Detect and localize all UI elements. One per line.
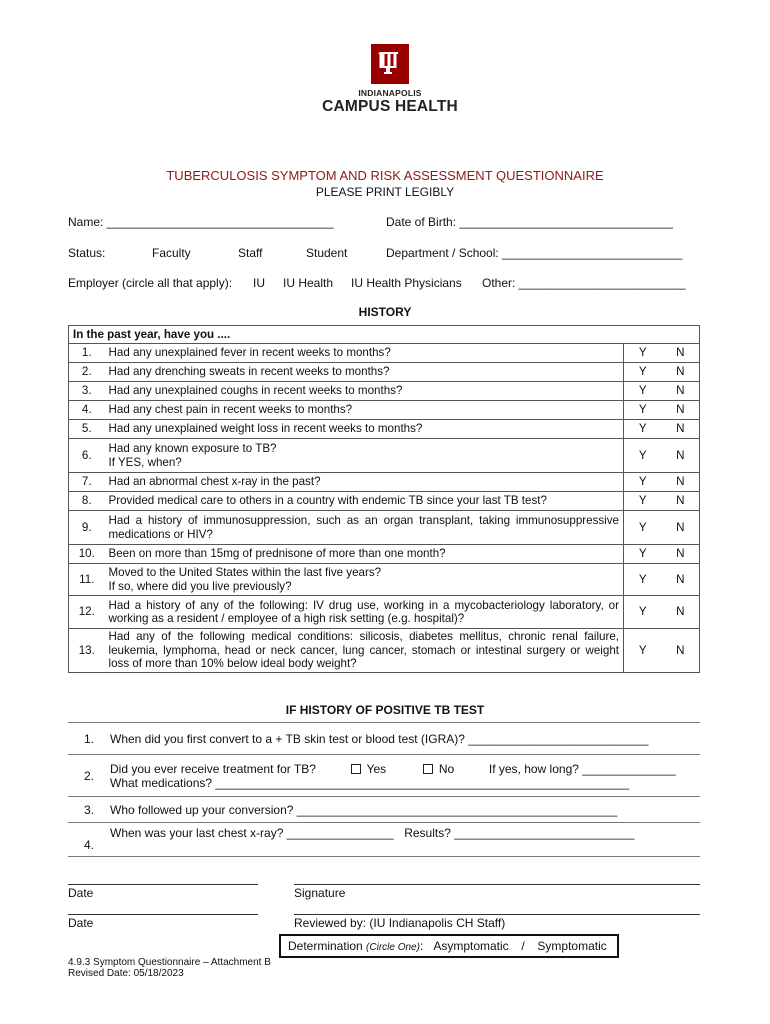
no-option[interactable]: N <box>662 629 700 673</box>
treatment-no-label: No <box>438 761 455 776</box>
treatment-no-checkbox[interactable] <box>423 764 433 774</box>
no-option[interactable]: N <box>662 511 700 545</box>
yes-option[interactable]: Y <box>624 511 662 545</box>
question-text: Had any of the following medical conditions: silicosis, diabetes mellitus, chronic renal failure, leukemia, lymphoma, head or neck cancer, lung cancer, stomach or intestinal surgery or weight loss of more than 10% below ideal body weight? <box>108 630 619 671</box>
status-option-faculty[interactable]: Faculty <box>152 246 191 260</box>
question-number: 4. <box>68 823 110 857</box>
yes-option[interactable]: Y <box>624 439 662 473</box>
footer <box>68 957 271 979</box>
status-option-staff[interactable]: Staff <box>238 246 263 260</box>
treatment-yes-checkbox[interactable] <box>351 764 361 774</box>
history-question-row <box>69 473 700 492</box>
determination-box <box>279 934 619 958</box>
question-number: 1. <box>68 723 110 755</box>
yes-option[interactable]: Y <box>624 492 662 511</box>
employer-label: Employer (circle all that apply): <box>68 276 233 290</box>
question-number: 2. <box>68 755 110 797</box>
iu-campus-health-logo <box>320 44 460 115</box>
yes-option[interactable]: Y <box>624 382 662 401</box>
history-intro: In the past year, have you .... <box>69 326 700 344</box>
iu-trident-icon <box>371 44 409 84</box>
treatment-question: Did you ever receive treatment for TB? <box>110 761 316 776</box>
no-option[interactable]: N <box>662 363 700 382</box>
question-number: 5. <box>69 420 105 439</box>
yes-option[interactable]: Y <box>624 473 662 492</box>
history-question-row <box>69 382 700 401</box>
history-question-row <box>69 511 700 545</box>
question-number: 6. <box>69 439 105 473</box>
no-option[interactable]: N <box>662 401 700 420</box>
question-number: 12. <box>69 596 105 629</box>
question-text: Provided medical care to others in a country with endemic TB since your last TB test? <box>108 494 547 508</box>
date-label-1: Date <box>68 886 94 900</box>
yes-option[interactable]: Y <box>624 564 662 596</box>
reviewer-label: Reviewed by: (IU Indianapolis CH Staff) <box>294 916 506 930</box>
determination-label: Determination <box>288 939 363 953</box>
history-question-row <box>69 596 700 629</box>
no-option[interactable]: N <box>662 545 700 564</box>
question-number: 9. <box>69 511 105 545</box>
question-text: Been on more than 15mg of prednisone of more than one month? <box>108 547 446 561</box>
history-question-row <box>69 629 700 673</box>
logo-title: CAMPUS HEALTH <box>322 98 458 115</box>
history-heading: HISTORY <box>358 305 412 319</box>
no-option[interactable]: N <box>662 564 700 596</box>
status-label: Status: <box>68 246 106 260</box>
no-option[interactable]: N <box>662 473 700 492</box>
question-text: Had an abnormal chest x-ray in the past? <box>108 475 321 489</box>
question-number: 11. <box>69 564 105 596</box>
question-text: Had a history of immunosuppression, such as an organ transplant, taking immunosuppressive medications or HIV? <box>108 514 619 541</box>
employer-option-iu[interactable]: IU <box>253 276 265 290</box>
yes-option[interactable]: Y <box>624 344 662 363</box>
question-number: 4. <box>69 401 105 420</box>
history-question-row <box>69 564 700 596</box>
table-row <box>68 797 700 823</box>
table-row <box>68 823 700 857</box>
history-question-row <box>69 545 700 564</box>
history-question-row <box>69 439 700 473</box>
no-option[interactable]: N <box>662 420 700 439</box>
no-option[interactable]: N <box>662 344 700 363</box>
determination-separator: / <box>521 939 525 953</box>
table-row <box>68 723 700 755</box>
no-option[interactable]: N <box>662 596 700 629</box>
history-table <box>68 325 700 673</box>
history-question-row <box>69 363 700 382</box>
table-row <box>68 755 700 797</box>
signature-line[interactable] <box>294 884 700 885</box>
form-title: TUBERCULOSIS SYMPTOM AND RISK ASSESSMENT QUESTIONNAIRE <box>166 168 604 183</box>
question-text: Had any known exposure to TB? <box>108 442 277 455</box>
positive-test-heading: IF HISTORY OF POSITIVE TB TEST <box>285 703 485 717</box>
no-option[interactable]: N <box>662 382 700 401</box>
treatment-duration-field[interactable]: If yes, how long? ______________ <box>488 761 676 776</box>
followup-field[interactable]: Who followed up your conversion? ________________________________________________ <box>110 797 700 823</box>
question-number: 1. <box>69 344 105 363</box>
question-followup-text: If YES, when? <box>108 455 182 469</box>
status-option-student[interactable]: Student <box>306 246 348 260</box>
medications-field[interactable]: What medications? ______________________________________________________________ <box>110 775 630 790</box>
question-text: Had a history of any of the following: IV drug use, working in a mycobacteriology laboratory, or working as a resident / employee of a high risk setting (e.g. hospital)? <box>108 598 619 625</box>
question-text: Had any drenching sweats in recent weeks to months? <box>108 365 390 379</box>
question-text: Had any unexplained fever in recent weeks to months? <box>108 346 391 360</box>
form-subtitle: PLEASE PRINT LEGIBLY <box>315 185 455 199</box>
question-text: Had any unexplained weight loss in recent weeks to months? <box>108 422 423 436</box>
date-line-2[interactable] <box>68 914 258 915</box>
footer-document-id: 4.9.3 Symptom Questionnaire – Attachment B <box>68 957 271 968</box>
question-number: 2. <box>69 363 105 382</box>
treatment-yes-label: Yes <box>366 761 387 776</box>
question-number: 7. <box>69 473 105 492</box>
history-intro-row <box>69 326 700 344</box>
department-field[interactable]: Department / School: ___________________________ <box>386 246 683 260</box>
footer-revised-date: Revised Date: 05/18/2023 <box>68 968 184 979</box>
question-number: 10. <box>69 545 105 564</box>
determination-colon: : <box>419 939 424 953</box>
logo-subtitle: INDIANAPOLIS <box>358 88 422 98</box>
question-followup-text: If so, where did you live previously? <box>108 579 292 593</box>
question-text: Had any chest pain in recent weeks to months? <box>108 403 353 417</box>
question-text: Had any unexplained coughs in recent weeks to months? <box>108 384 403 398</box>
positive-test-table <box>68 722 700 857</box>
last-xray-field[interactable]: When was your last chest x-ray? ________________ <box>110 826 394 840</box>
question-number: 3. <box>69 382 105 401</box>
yes-option[interactable]: Y <box>624 596 662 629</box>
yes-option[interactable]: Y <box>624 420 662 439</box>
determination-option-symptomatic[interactable]: Symptomatic <box>537 939 607 953</box>
employer-option-iu-health-physicians[interactable]: IU Health Physicians <box>351 276 462 290</box>
signature-label: Signature <box>294 886 346 900</box>
first-convert-field[interactable]: When did you first convert to a + TB skin test or blood test (IGRA)? ___________________________ <box>110 723 700 755</box>
question-number: 13. <box>69 629 105 673</box>
date-label-2: Date <box>68 916 94 930</box>
reviewer-line[interactable] <box>294 914 700 915</box>
yes-option[interactable]: Y <box>624 363 662 382</box>
employer-option-iu-health[interactable]: IU Health <box>283 276 334 290</box>
history-question-row <box>69 401 700 420</box>
yes-option[interactable]: Y <box>624 629 662 673</box>
question-number: 3. <box>68 797 110 823</box>
results-field[interactable]: Results? ___________________________ <box>404 826 635 840</box>
history-question-row <box>69 344 700 363</box>
dob-field[interactable]: Date of Birth: ________________________________ <box>386 215 673 229</box>
date-line-1[interactable] <box>68 884 258 885</box>
determination-option-asymptomatic[interactable]: Asymptomatic <box>433 939 509 953</box>
no-option[interactable]: N <box>662 492 700 511</box>
employer-other-field[interactable]: Other: _________________________ <box>482 276 686 290</box>
question-text: Moved to the United States within the last five years? <box>108 566 382 579</box>
question-number: 8. <box>69 492 105 511</box>
yes-option[interactable]: Y <box>624 401 662 420</box>
no-option[interactable]: N <box>662 439 700 473</box>
history-question-row <box>69 420 700 439</box>
yes-option[interactable]: Y <box>624 545 662 564</box>
history-question-row <box>69 492 700 511</box>
determination-hint: (Circle One) <box>366 942 420 953</box>
name-field[interactable]: Name: __________________________________ <box>68 215 334 229</box>
